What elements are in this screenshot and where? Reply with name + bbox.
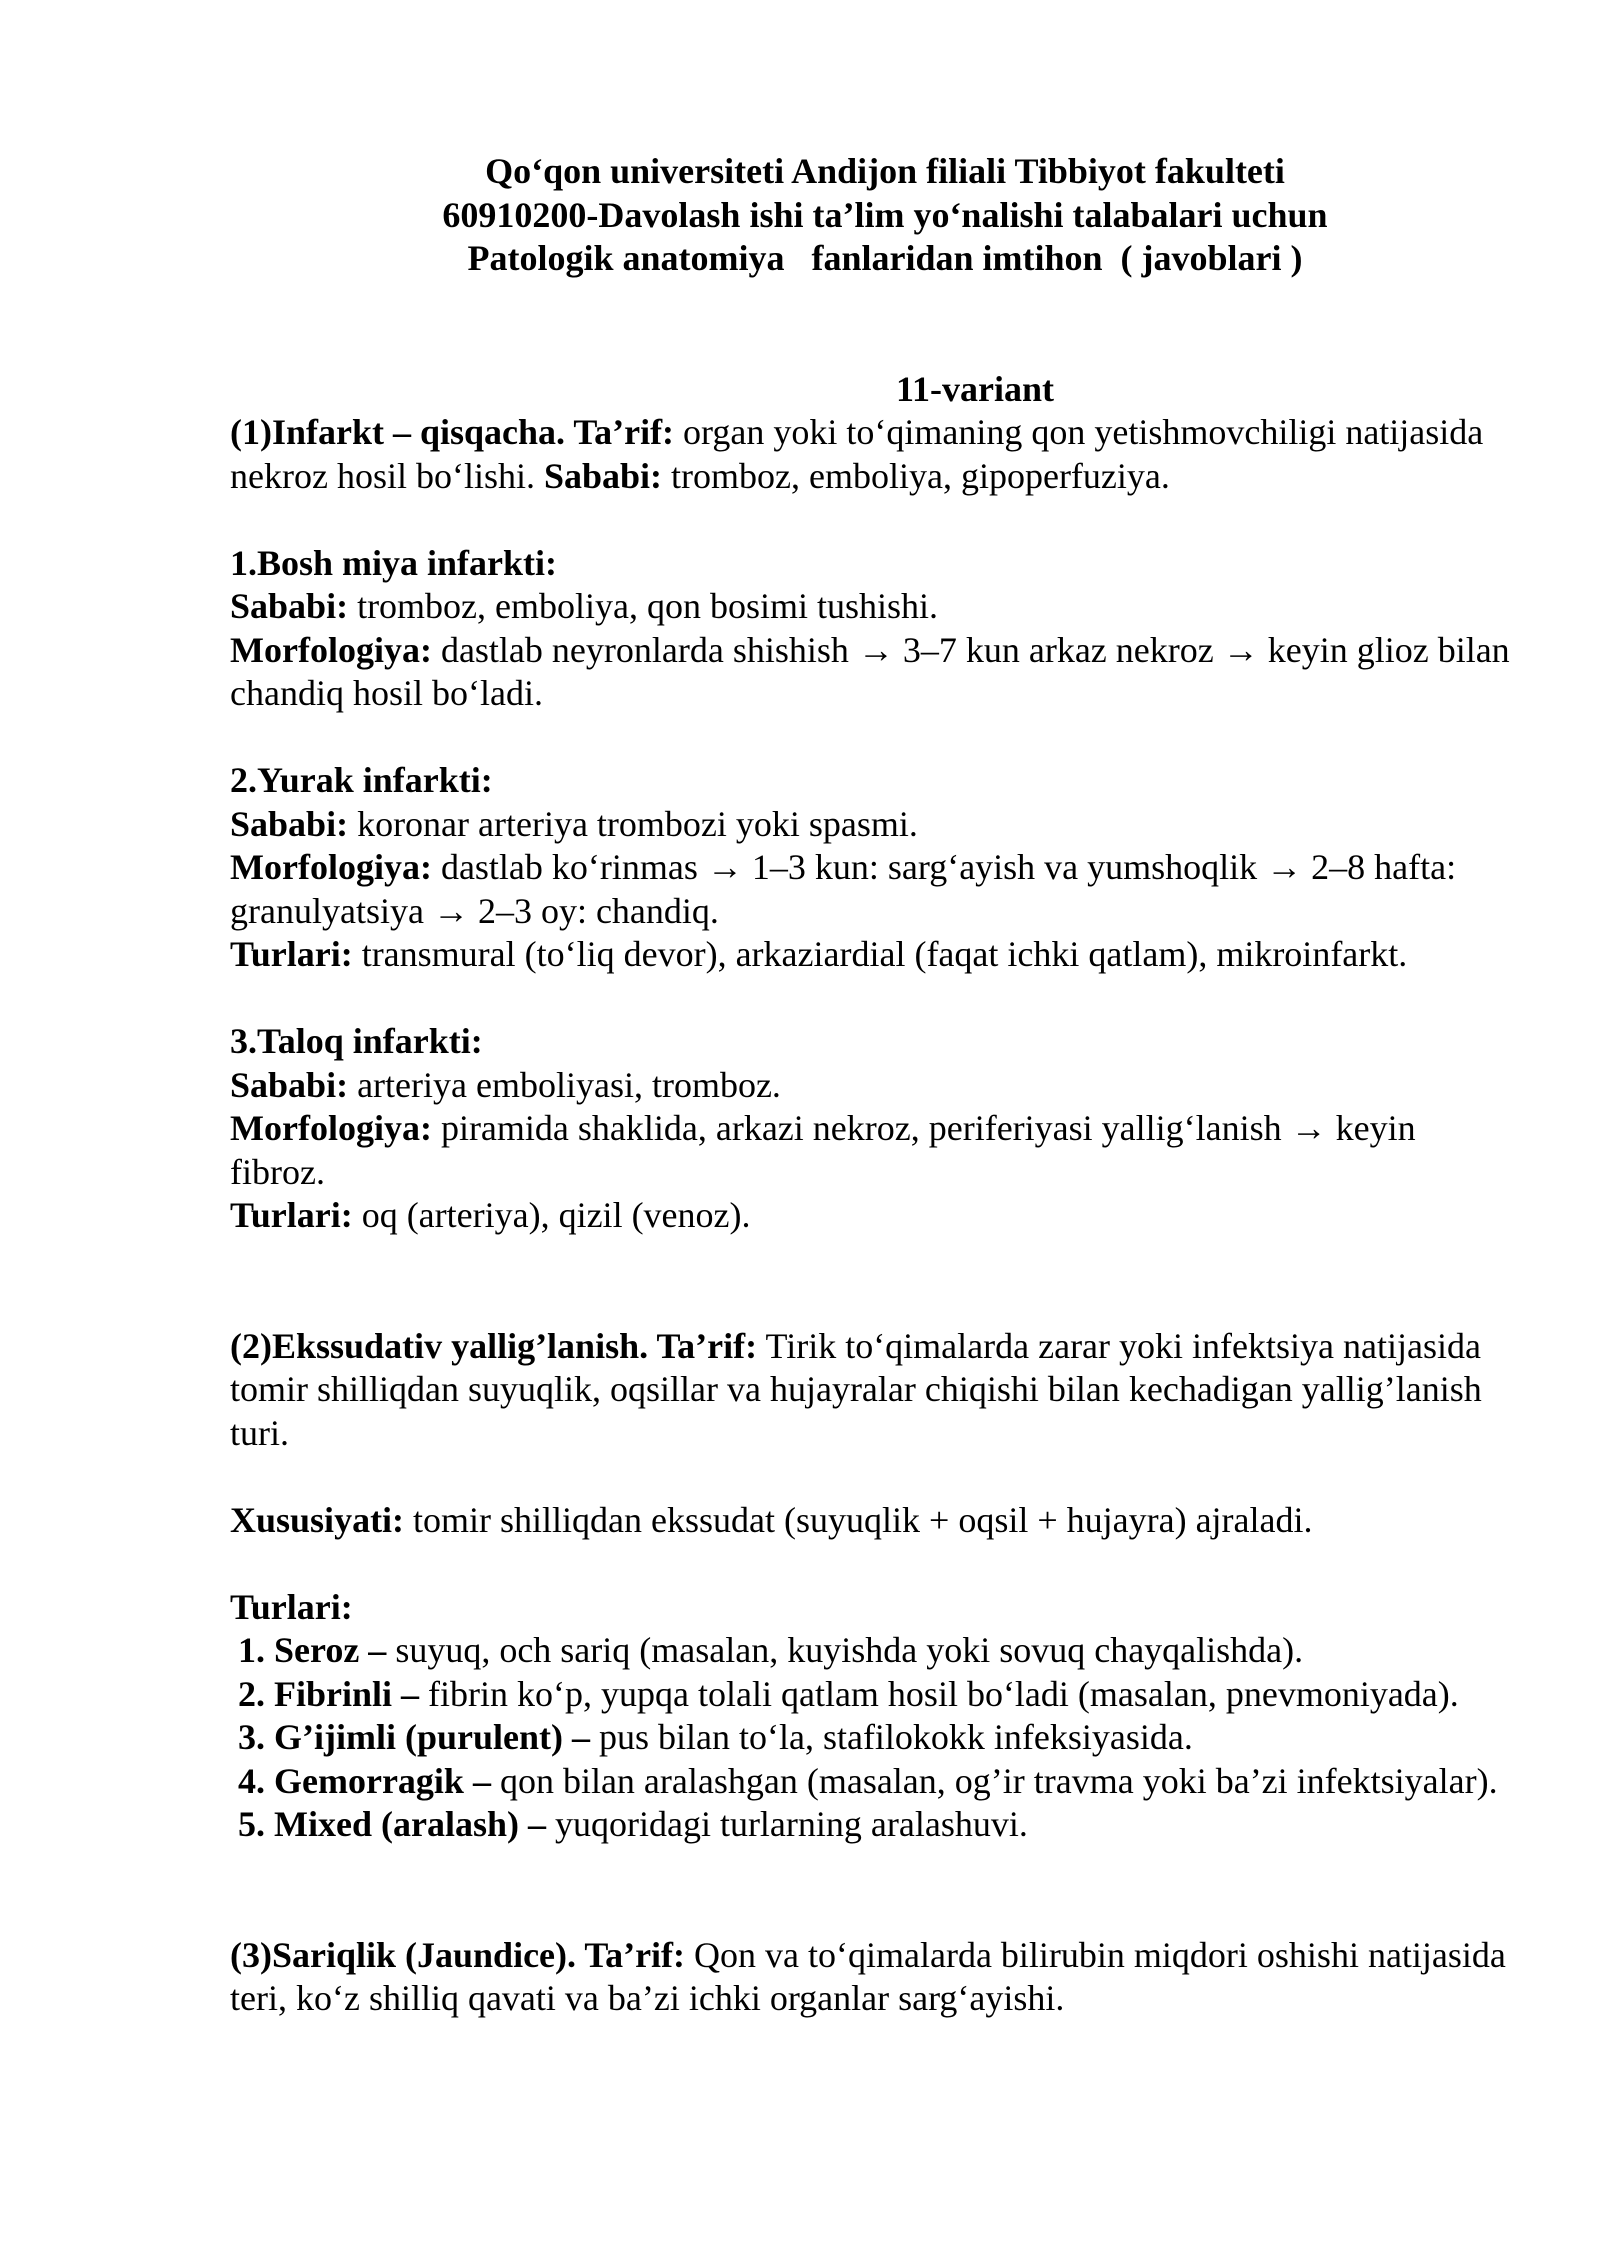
spleen-infarct-heading [230,1020,1510,1064]
heart-morphology [230,846,1510,933]
spleen-cause-text: arteriya emboliyasi, tromboz. [348,1064,781,1105]
q1-def-text: organ yoki to‘qimaning qon yetishmovchiligi natijasida nekroz hosil bo‘lishi. [230,412,1484,496]
q3-definition [230,1934,1510,2021]
q1-cause-text: tromboz, emboliya, gipoperfuziya. [662,455,1170,496]
q2-type-label: 2. Fibrinli – [238,1673,420,1714]
q2-types-heading [230,1586,1510,1630]
q2-type-label: 4. Gemorragik – [238,1760,491,1801]
brain-infarct-heading-text: 1.Bosh miya infarkti: [230,542,558,583]
spleen-types-label: Turlari: [230,1195,353,1235]
spleen-morph-text: piramida shaklida, arkazi nekroz, periferiyasi yallig‘lanish → keyin fibroz. [230,1108,1416,1192]
spleen-morph-label: Morfologiya: [230,1108,432,1148]
header-line-program: 60910200-Davolash ishi ta’lim yo‘nalishi talabalari uchun [442,194,1328,235]
document-header [260,150,1510,281]
q2-types-label: Turlari: [230,1586,353,1627]
q2-type-label: 3. G’ijimli (purulent) – [238,1717,590,1757]
q2-type-item [230,1803,1510,1847]
brain-morph-text: dastlab neyronlarda shishish → 3–7 kun arkaz nekroz → keyin glioz bilan chandiq hosil bo‘ladi. [230,629,1510,713]
heart-types-label: Turlari: [230,934,353,974]
spleen-infarct-heading-text: 3.Taloq infarkti: [230,1021,483,1061]
q2-type-item [230,1673,1510,1717]
q2-type-item [230,1760,1510,1804]
header-line-university: Qo‘qon universiteti Andijon filiali Tibbiyot fakulteti [485,151,1285,191]
brain-morph-label: Morfologiya: [230,629,432,670]
brain-cause-text: tromboz, emboliya, qon bosimi tushishi. [348,586,939,626]
q2-type-label: 5. Mixed (aralash) – [238,1804,546,1844]
q2-feature-text: tomir shilliqdan ekssudat (suyuqlik + oqsil + hujayra) ajraladi. [404,1499,1313,1540]
heart-cause [230,803,1510,847]
heart-morph-label: Morfologiya: [230,847,432,887]
q1-cause-label: Sababi: [543,455,663,496]
q2-def-text: Tirik to‘qimalarda zarar yoki infektsiya natijasida tomir shilliqdan suyuqlik, oqsillar va hujayralar chiqishi bilan kechadigan yallig’lanish turi. [230,1325,1482,1453]
heart-types [230,933,1510,977]
q2-feature [230,1499,1510,1543]
q2-type-text: yuqoridagi turlarning aralashuvi. [545,1804,1028,1844]
q2-feature-label: Xususiyati: [230,1499,405,1540]
q2-type-text: fibrin ko‘p, yupqa tolali qatlam hosil bo‘ladi (masalan, pnevmoniyada). [419,1673,1459,1714]
q2-title: (2)Ekssudativ yallig’lanish. Ta’rif: [230,1325,758,1366]
q2-type-item [230,1716,1510,1760]
q2-type-item [230,1629,1510,1673]
q1-title: (1)Infarkt – qisqacha. Ta’rif: [230,412,675,452]
q2-type-text: suyuq, och sariq (masalan, kuyishda yoki sovuq chayqalishda). [386,1630,1304,1670]
q2-type-text: qon bilan aralashgan (masalan, og’ir travma yoki ba’zi infektsiyalar). [490,1760,1498,1801]
spleen-types-text: oq (arteriya), qizil (venoz). [352,1195,751,1235]
q1-definition [230,411,1510,498]
spleen-cause-label: Sababi: [230,1064,349,1105]
brain-morphology [230,629,1510,716]
header-line-exam: Patologik anatomiya fanlaridan imtihon ( javoblari ) [467,238,1303,278]
heart-infarct-heading [230,759,1510,803]
heart-infarct-heading-text: 2.Yurak infarkti: [230,760,493,800]
brain-infarct-heading [230,542,1510,586]
document-page [230,150,1510,2021]
variant-title: 11-variant [896,368,1054,409]
brain-cause [230,585,1510,629]
heart-cause-text: koronar arteriya trombozi yoki spasmi. [348,803,918,844]
q2-type-text: pus bilan to‘la, stafilokokk infeksiyasida. [589,1717,1193,1757]
brain-cause-label: Sababi: [230,586,349,626]
heart-morph-text: dastlab ko‘rinmas → 1–3 kun: sarg‘ayish va yumshoqlik → 2–8 hafta: granulyatsiya → 2–3 oy: chandiq. [230,847,1457,931]
spleen-morphology [230,1107,1510,1194]
heart-types-text: transmural (to‘liq devor), arkaziardial (faqat ichki qatlam), mikroinfarkt. [352,934,1408,974]
q3-title: (3)Sariqlik (Jaundice). Ta’rif: [230,1934,686,1975]
spleen-cause [230,1064,1510,1108]
q3-def-text: Qon va to‘qimalarda bilirubin miqdori oshishi natijasida teri, ko‘z shilliq qavati va ba’zi ichki organlar sarg‘ayishi. [230,1934,1506,2018]
q2-definition [230,1325,1510,1456]
heart-cause-label: Sababi: [230,803,349,844]
spleen-types [230,1194,1510,1238]
q2-type-label: 1. Seroz – [238,1630,387,1670]
